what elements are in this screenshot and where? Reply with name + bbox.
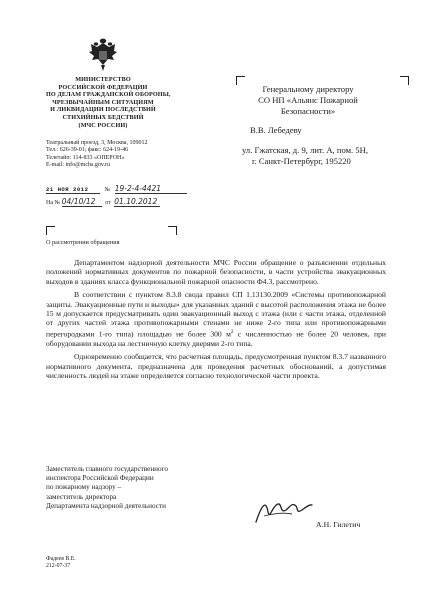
ref-number: 04/10/12 [62, 197, 102, 207]
ministry-line: СТИХИЙНЫХ БЕДСТВИЙ [62, 113, 144, 121]
addressee-line: СО НП «Альянс Пожарной [258, 95, 358, 105]
contact-phone: Тел.: 626-39-01; факс: 624-19-46 [46, 147, 129, 154]
addressee-name: В.В. Лебедеву [250, 125, 302, 135]
sender-ministry-name [46, 76, 171, 129]
sender-contacts [46, 140, 166, 170]
contact-email: E-mail: info@mchs.gov.ru [46, 162, 110, 169]
signatory-title-line: Заместитель главного государственного [46, 465, 168, 473]
ministry-line: РОССИЙСКОЙ ФЕДЕРАЦИИ [58, 83, 148, 91]
ref-prefix: На № [46, 200, 61, 206]
signatory-title-line: инспектора Российской Федерации [46, 474, 154, 483]
topic-bracket-right [168, 226, 177, 235]
topic-bracket-left [46, 226, 55, 235]
body-paragraph-2 [46, 290, 386, 348]
area-unit-superscript: 2 [230, 329, 234, 335]
contact-teletype: Телетайп: 114-833 «ОПЕРОН» [46, 154, 125, 161]
body-paragraph-1: Департаментом надзорной деятельности МЧС России обращение о разъяснении отдельных положений нормативных документов по пожарной безопасности, в части устройства эвакуационных выходов в зданиях класса функциональной пожарной опасности Ф4.3, рассмотрено. [46, 258, 386, 286]
executor-phone: 212-07-37 [46, 563, 71, 569]
signatory-title [46, 465, 226, 511]
date-stamp: 21 НОЯ 2012 [46, 186, 100, 194]
body-paragraph-3: Одновременно сообщается, что расчетная площадь, предусмотренная пунктом 8.3.7 названного нормативного документа, предназначена для проведения расчетных обоснований, а допустимая численность людей на этаже определяется согласно технологической части проекта. [46, 352, 386, 380]
ref-from: от [105, 200, 111, 206]
addressee-address-line: ул. Гжатская, д. 9, лит. А, пом. 5Н, [242, 145, 368, 155]
ref-date: 01.10.2012 [114, 197, 160, 207]
addressee-address-line: г. Санкт-Петербург, 195220 [252, 156, 351, 166]
contact-address: Театральный проезд, 3, Москва, 109012 [46, 140, 148, 146]
ministry-line: МИНИСТЕРСТВО [75, 76, 131, 83]
ministry-line: ПО ДЕЛАМ ГРАЖДАНСКОЙ ОБОРОНЫ, [46, 91, 171, 99]
handwritten-signature-icon [252, 496, 314, 528]
signatory-title-line: заместитель директора [46, 492, 117, 501]
letter-body [46, 258, 386, 384]
addressee-line: Безопасности» [280, 106, 336, 116]
executor-name: Фадеев В.Е. [46, 556, 76, 562]
addressee [242, 84, 412, 167]
signatory-title-line: Департамента надзорной деятельности [46, 501, 166, 510]
signatory-title-line: по пожарному надзору – [46, 483, 122, 492]
body-paragraph-2-part-a: В соответствии с пунктом 8.3.8 свода правил СП 1.13130.2009 «Системы противопожарной защиты. Эвакуационные пути и выходы» для указанных зданий с высотой расположения этажа не более 15 м допускается предусматривать один эвакуационный выход с этажа (или с части этажа, отделенной от других частей этажа противопожарными стенами не ниже 2-го типа или противопожарными перегородками 1-го типа) площадью не более 300 м [46, 290, 386, 339]
executor-info [46, 556, 76, 570]
number-sign: № [104, 187, 111, 193]
body-paragraph-2-part-b: с численностью не более 20 человек, при оборудовании выхода на лестничную клетку дверями 2-го типа. [46, 329, 386, 348]
coat-of-arms-icon [88, 38, 118, 72]
document-topic: О рассмотрении обращения [46, 239, 120, 246]
ministry-line: (МЧС РОССИИ) [78, 121, 128, 129]
signatory-name: А.Н. Гилетич [316, 520, 361, 529]
ministry-line: ЧРЕЗВЫЧАЙНЫМ СИТУАЦИЯМ [52, 98, 154, 106]
addressee-line: Генеральному директору [262, 84, 354, 94]
outgoing-number: 19-2-4-4421 [115, 184, 187, 194]
ministry-line: И ЛИКВИДАЦИИ ПОСЛЕДСТВИЙ [50, 106, 156, 114]
